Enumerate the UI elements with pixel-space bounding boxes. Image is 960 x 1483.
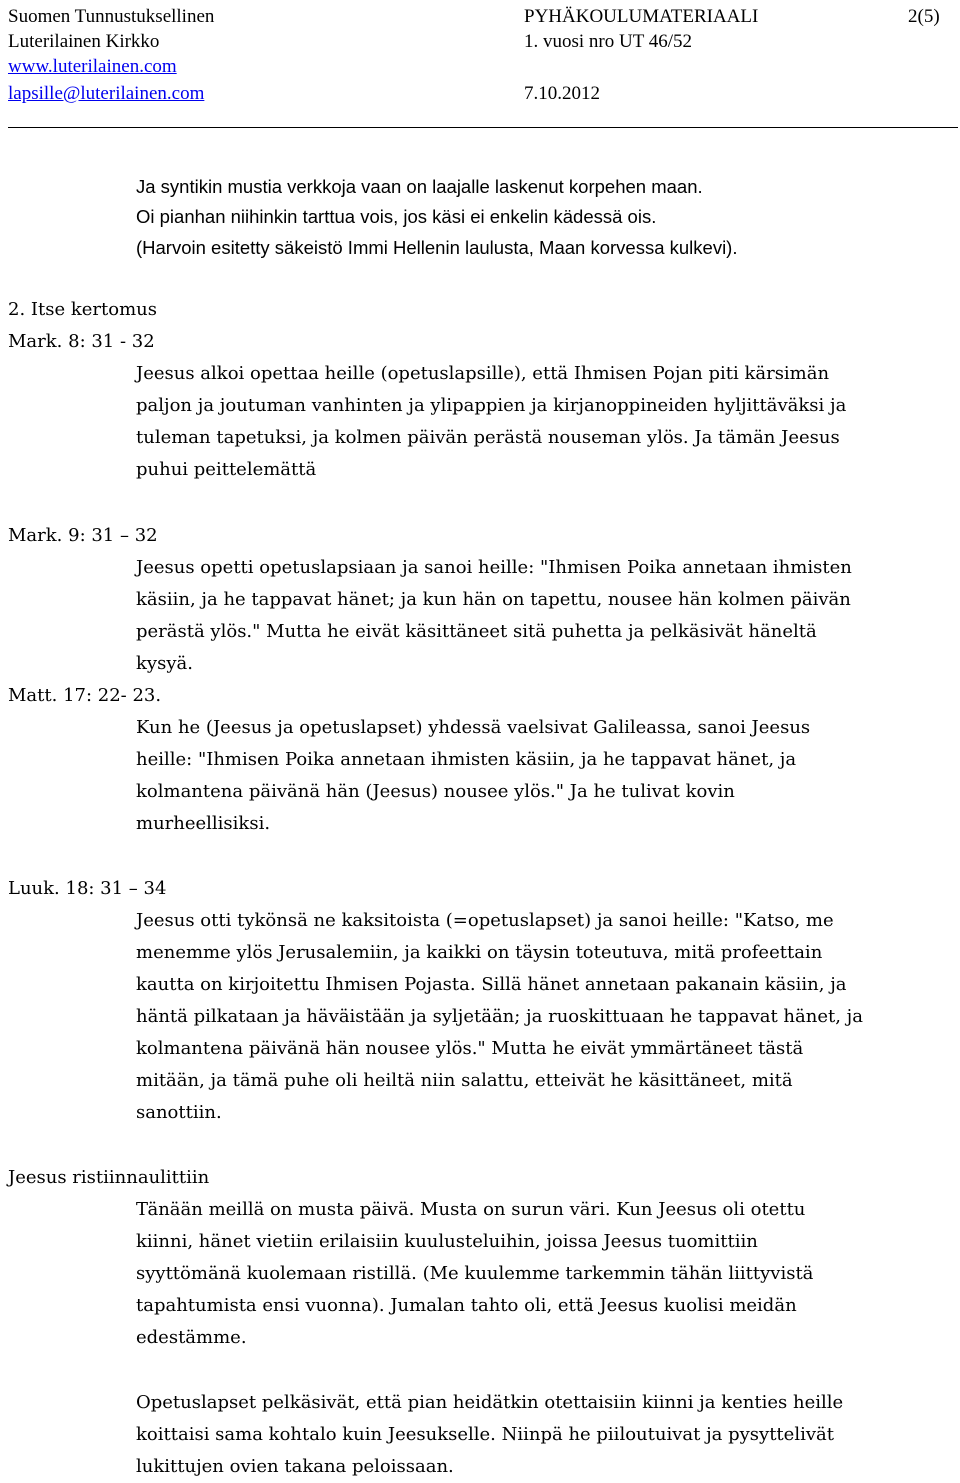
paragraph-line: Opetuslapset pelkäsivät, että pian heidätkin otettaisiin kiinni ja kenties heille: [136, 1392, 844, 1413]
bible-reference: Luuk. 18: 31 – 34: [8, 878, 167, 899]
org-name-line2: Luterilainen Kirkko: [8, 31, 160, 52]
email-link[interactable]: lapsille@luterilainen.com: [8, 83, 205, 104]
section-heading: 2. Itse kertomus: [8, 299, 157, 320]
passage-line: sanottiin.: [136, 1102, 222, 1123]
passage-line: mitään, ja tämä puhe oli heiltä niin salattu, etteivät he käsittäneet, mitä: [136, 1070, 793, 1091]
hymn-line: Ja syntikin mustia verkkoja vaan on laajalle laskenut korpehen maan.: [136, 176, 703, 197]
passage-line: Kun he (Jeesus ja opetuslapset) yhdessä vaelsivat Galileassa, sanoi Jeesus: [136, 717, 811, 738]
bible-reference: Mark. 8: 31 - 32: [8, 331, 155, 352]
passage-line: Jeesus otti tykönsä ne kaksitoista (=opetuslapset) ja sanoi heille: "Katso, me: [136, 910, 834, 931]
header-divider: [8, 127, 958, 128]
passage-line: heille: "Ihmisen Poika annetaan ihmisten käsiin, ja he tappavat hänet, ja: [136, 749, 797, 770]
passage-line: kolmantena päivänä hän (Jeesus) nousee ylös." Ja he tulivat kovin: [136, 781, 735, 802]
bible-reference: Mark. 9: 31 – 32: [8, 525, 158, 546]
passage-line: kolmantena päivänä hän nousee ylös." Mutta he eivät ymmärtäneet tästä: [136, 1038, 804, 1059]
paragraph-line: kiinni, hänet vietiin erilaisiin kuulusteluihin, joissa Jeesus tuomittiin: [136, 1231, 758, 1252]
paragraph-line: syyttömänä kuolemaan ristillä. (Me kuulemme tarkemmin tähän liittyvistä: [136, 1263, 814, 1284]
passage-line: paljon ja joutuman vanhinten ja ylipappien ja kirjanoppineiden hyljittäväksi ja: [136, 395, 847, 416]
bible-reference: Matt. 17: 22- 23.: [8, 685, 162, 706]
passage-line: puhui peittelemättä: [136, 459, 317, 480]
passage-line: perästä ylös." Mutta he eivät käsittäneet sitä puhetta ja pelkäsivät häneltä: [136, 621, 817, 642]
page-number: 2(5): [908, 6, 940, 27]
document-date: 7.10.2012: [524, 83, 600, 104]
document-week: 1. vuosi nro UT 46/52: [524, 31, 693, 52]
paragraph-line: edestämme.: [136, 1327, 247, 1348]
section-heading: Jeesus ristiinnaulittiin: [8, 1167, 210, 1188]
passage-line: kautta on kirjoitettu Ihmisen Pojasta. Sillä hänet annetaan pakanain käsiin, ja: [136, 974, 847, 995]
paragraph-line: lukittujen ovien takana peloissaan.: [136, 1456, 454, 1477]
paragraph-line: koittaisi sama kohtalo kuin Jeesukselle. Niinpä he piiloutuivat ja pysyttelivät: [136, 1424, 834, 1445]
passage-line: tuleman tapetuksi, ja kolmen päivän perästä nouseman ylös. Ja tämän Jeesus: [136, 427, 840, 448]
org-name-line1: Suomen Tunnustuksellinen: [8, 6, 215, 27]
paragraph-line: Tänään meillä on musta päivä. Musta on surun väri. Kun Jeesus oli otettu: [136, 1199, 806, 1220]
passage-line: murheellisiksi.: [136, 813, 271, 834]
passage-line: menemme ylös Jerusalemiin, ja kaikki on täysin toteutuva, mitä profeettain: [136, 942, 823, 963]
hymn-source-note: (Harvoin esitetty säkeistö Immi Hellenin laulusta, Maan korvessa kulkevi).: [136, 237, 738, 258]
website-link[interactable]: www.luterilainen.com: [8, 56, 177, 77]
passage-line: Jeesus opetti opetuslapsiaan ja sanoi heille: "Ihmisen Poika annetaan ihmisten: [136, 557, 852, 578]
passage-line: Jeesus alkoi opettaa heille (opetuslapsille), että Ihmisen Pojan piti kärsimän: [136, 363, 830, 384]
passage-line: käsiin, ja he tappavat hänet; ja kun hän on tapettu, nousee hän kolmen päivän: [136, 589, 851, 610]
document-title: PYHÄKOULUMATERIAALI: [524, 6, 759, 27]
paragraph-line: tapahtumista ensi vuonna). Jumalan tahto oli, että Jeesus kuolisi meidän: [136, 1295, 797, 1316]
passage-line: häntä pilkataan ja häväistään ja syljetään; ja ruoskittuaan he tappavat hänet, ja: [136, 1006, 863, 1027]
passage-line: kysyä.: [136, 653, 193, 674]
hymn-line: Oi pianhan niihinkin tarttua vois, jos käsi ei enkelin kädessä ois.: [136, 206, 657, 227]
